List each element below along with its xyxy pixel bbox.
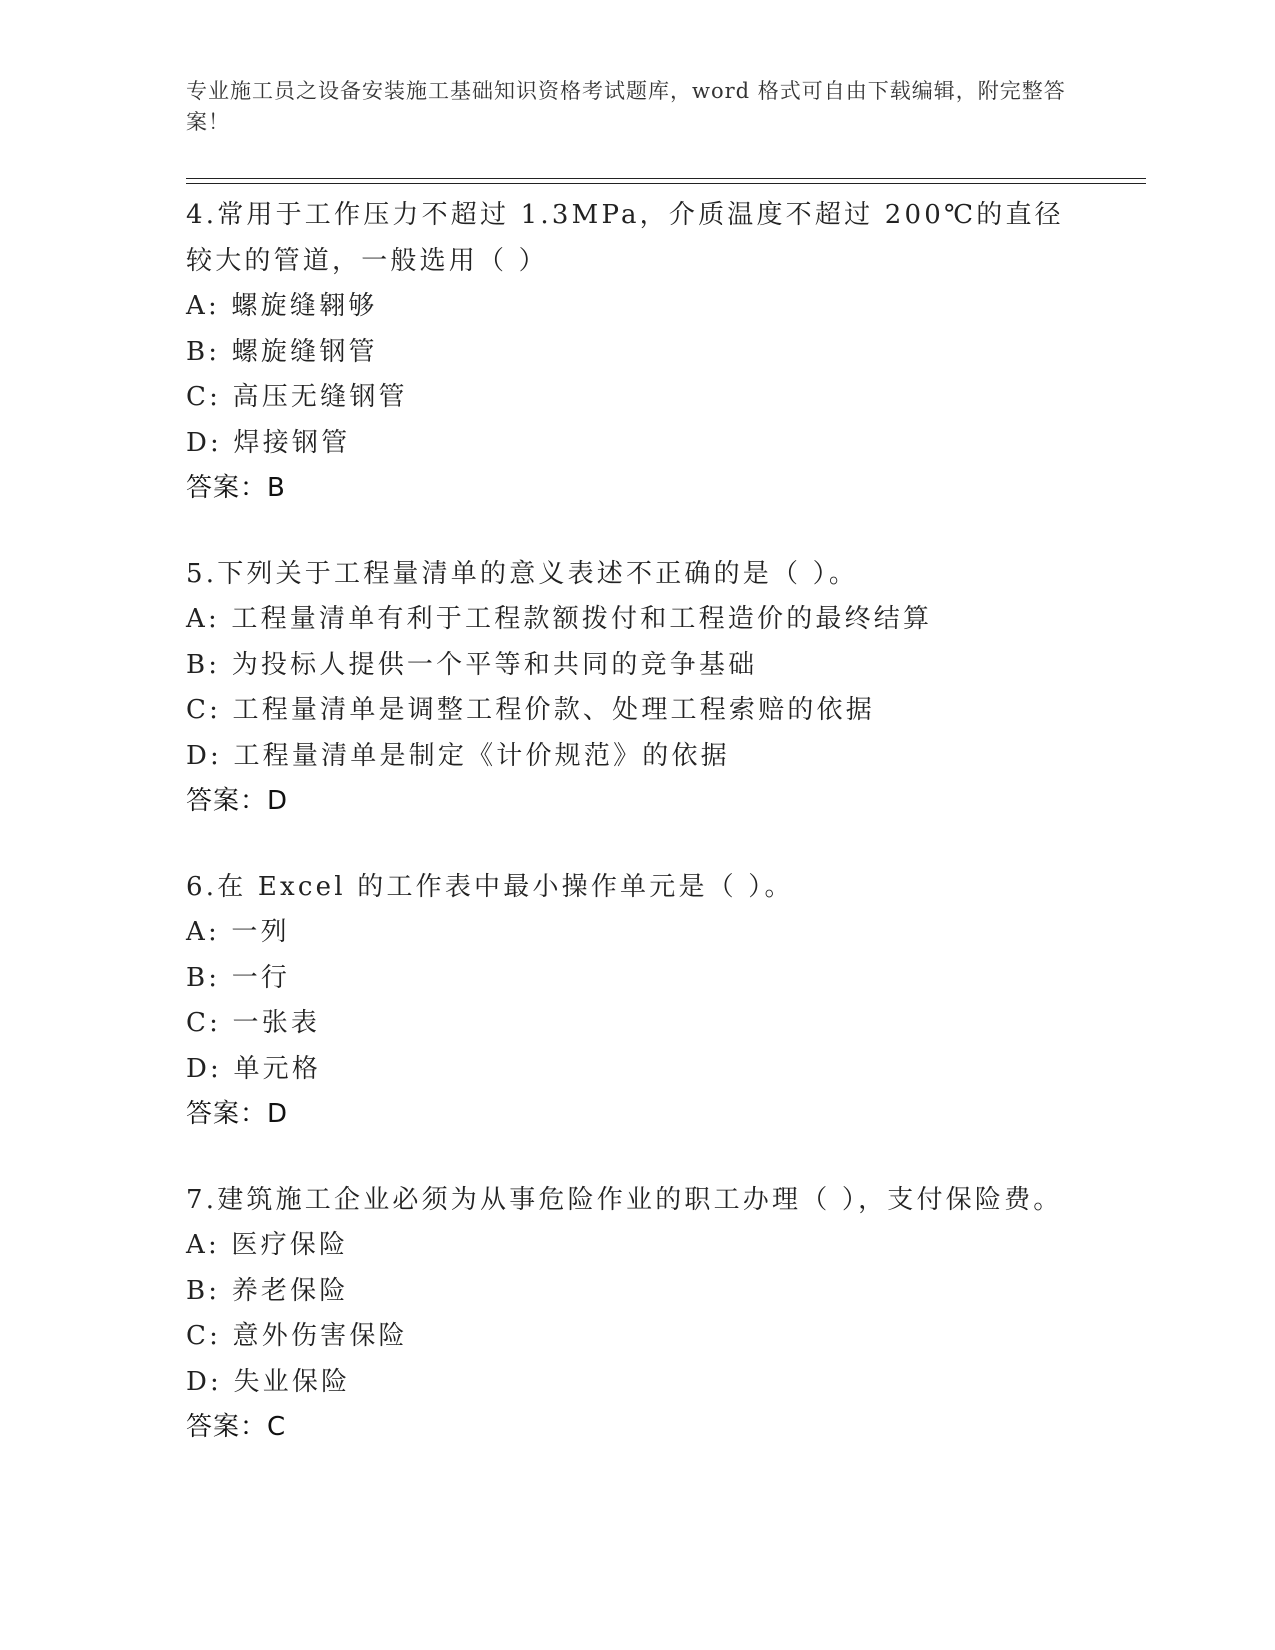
option-b: B: 一行 — [186, 962, 291, 993]
option-d: D: 失业保险 — [186, 1366, 351, 1397]
option-d: D: 工程量清单是制定《计价规范》的依据 — [186, 740, 730, 771]
option-a: A: 一列 — [186, 917, 290, 947]
option-b: B: 螺旋缝钢管 — [186, 336, 378, 367]
question-7 — [186, 1178, 1146, 1451]
option-a: A: 工程量清单有利于工程款额拨付和工程造价的最终结算 — [186, 604, 933, 634]
option-c: C: 一张表 — [186, 1008, 321, 1038]
question-6 — [186, 865, 1146, 1138]
question-list — [186, 193, 1146, 1491]
answer: 答案：C — [186, 1412, 287, 1442]
option-a: A: 螺旋缝翱够 — [186, 291, 378, 321]
answer: 答案：D — [186, 786, 289, 816]
question-stem: 6.在 Excel 的工作表中最小操作单元是（ ）。 — [186, 871, 794, 902]
question-stem: 5.下列关于工程量清单的意义表述不正确的是（ ）。 — [186, 558, 859, 589]
option-d: D: 焊接钢管 — [186, 427, 351, 458]
question-stem: 4.常用于工作压力不超过 1.3MPa，介质温度不超过 200℃的直径较大的管道，一般选用（ ） — [186, 200, 1064, 276]
header-divider-bottom — [186, 183, 1146, 184]
option-b: B: 为投标人提供一个平等和共同的竞争基础 — [186, 649, 758, 680]
option-d: D: 单元格 — [186, 1053, 322, 1084]
option-b: B: 养老保险 — [186, 1275, 349, 1306]
document-header: 专业施工员之设备安装施工基础知识资格考试题库，word 格式可自由下载编辑，附完整答案！ — [186, 79, 1066, 134]
option-c: C: 工程量清单是调整工程价款、处理工程索赔的依据 — [186, 695, 875, 725]
option-c: C: 高压无缝钢管 — [186, 382, 408, 412]
question-5 — [186, 552, 1146, 825]
answer: 答案：D — [186, 1099, 289, 1129]
answer: 答案：B — [186, 473, 286, 503]
option-a: A: 医疗保险 — [186, 1230, 349, 1260]
question-stem: 7.建筑施工企业必须为从事危险作业的职工办理（ ），支付保险费。 — [186, 1184, 1063, 1215]
option-c: C: 意外伤害保险 — [186, 1321, 408, 1351]
question-4 — [186, 193, 1146, 512]
header-divider-top — [186, 178, 1146, 179]
